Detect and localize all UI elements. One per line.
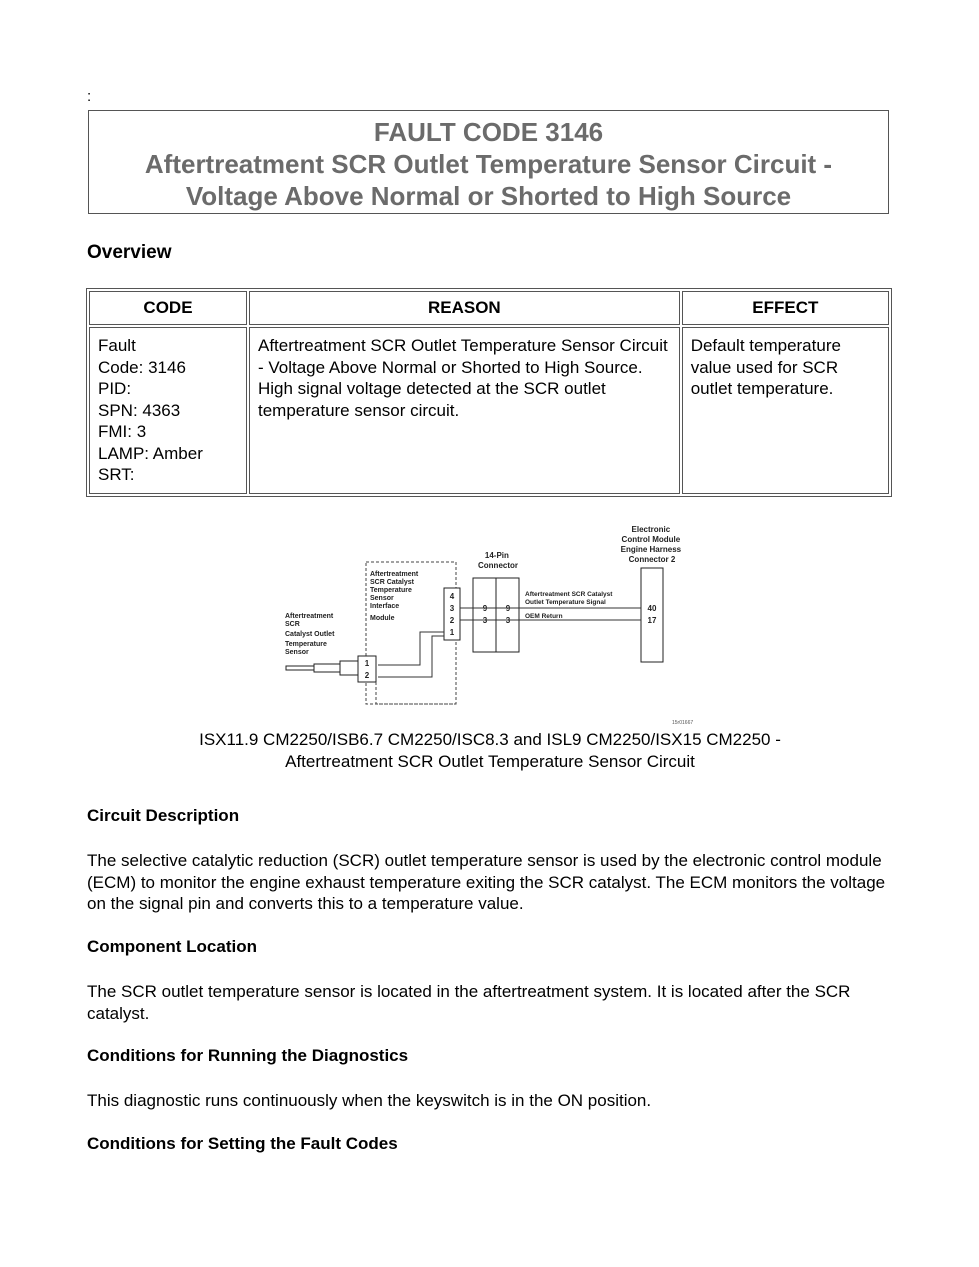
interface-pin: 1 [449,628,455,637]
ecm-connector [641,568,663,662]
figure-id: 15r01667 [672,720,694,726]
code-line: SPN: 4363 [98,400,181,420]
code-line: FMI: 3 [98,422,147,441]
return-label: OEM Return [525,613,563,620]
reason-cell: Aftertreatment SCR Outlet Temperature Sensor Circuit - Voltage Above Normal or Shorted to High Source. High signal voltage detected at the SCR outlet temperature sensor circuit. [249,327,680,494]
ecm-pin: 40 [647,604,657,613]
setting-fault-codes-heading: Conditions for Setting the Fault Codes [87,1134,398,1153]
interface-pin: 3 [449,604,455,613]
component-location-text: The SCR outlet temperature sensor is located in the aftertreatment system. It is located after the SCR catalyst. [87,982,851,1023]
code-line: PID: [98,379,132,398]
caption-line-1: ISX11.9 CM2250/ISB6.7 CM2250/ISC8.3 and ISL9 CM2250/ISX15 CM2250 - [199,730,781,749]
overview-heading: Overview [87,242,172,263]
running-diagnostics-heading: Conditions for Running the Diagnostics [87,1046,409,1065]
sensor-pin: 1 [364,659,370,668]
caption-line-2: Aftertreatment SCR Outlet Temperature Sensor Circuit [285,751,695,771]
sensor-probe [286,661,358,675]
column-header-effect: EFFECT [682,291,889,325]
fault-table [86,288,892,497]
code-line: Fault [98,336,136,355]
circuit-description-text: The selective catalytic reduction (SCR) outlet temperature sensor is used by the electronic control module (ECM) to monitor the engine exhaust temperature exiting the SCR catalyst. The ECM monitors the voltage on the signal pin and converts this to a temperature value. [87,851,886,913]
code-line: SRT: [98,465,135,484]
circuit-description-heading: Circuit Description [87,806,240,825]
connector-pin: 3 [482,616,488,625]
running-diagnostics-text: This diagnostic runs continuously when the keyswitch is in the ON position. [87,1091,652,1110]
connector-pin: 3 [505,616,511,625]
code-line: Code: 3146 [98,357,186,377]
code-line: LAMP: Amber [98,443,203,463]
fault-description-line-2: Voltage Above Normal or Shorted to High Source [185,181,792,211]
table-row [89,327,889,494]
column-header-reason: REASON [249,291,680,325]
sensor-label: Aftertreatment SCR Catalyst Outlet Temperature Sensor [285,613,335,656]
fault-code-title: FAULT CODE 3146 [373,117,604,147]
column-header-code: CODE [89,291,247,325]
interface-pin: 4 [449,592,455,601]
circuit-diagram [280,520,700,730]
fault-description-line-1: Aftertreatment SCR Outlet Temperature Sensor Circuit - [144,149,833,179]
connector-pin: 9 [482,604,488,613]
connector-pin: 9 [505,604,511,613]
harness-route [376,682,456,704]
component-location-heading: Component Location [87,937,257,956]
table-header-row [89,291,889,325]
leading-colon: : [87,88,92,105]
sensor-pin: 2 [364,671,370,680]
fault-title-box [88,110,889,214]
connector-label: 14-Pin Connector [478,551,518,570]
signal-label: Aftertreatment SCR Catalyst Outlet Temperature Signal [525,591,613,606]
diagram-caption [90,729,890,772]
effect-cell: Default temperature value used for SCR outlet temperature. [682,327,889,494]
ecm-pin: 17 [647,616,657,625]
interface-module-label: Aftertreatment SCR Catalyst Temperature Sensor Interface Module [370,571,419,622]
ecm-label: Electronic Control Module Engine Harness Connector 2 [620,525,682,564]
interface-pin: 2 [449,616,455,625]
code-cell [89,327,247,494]
